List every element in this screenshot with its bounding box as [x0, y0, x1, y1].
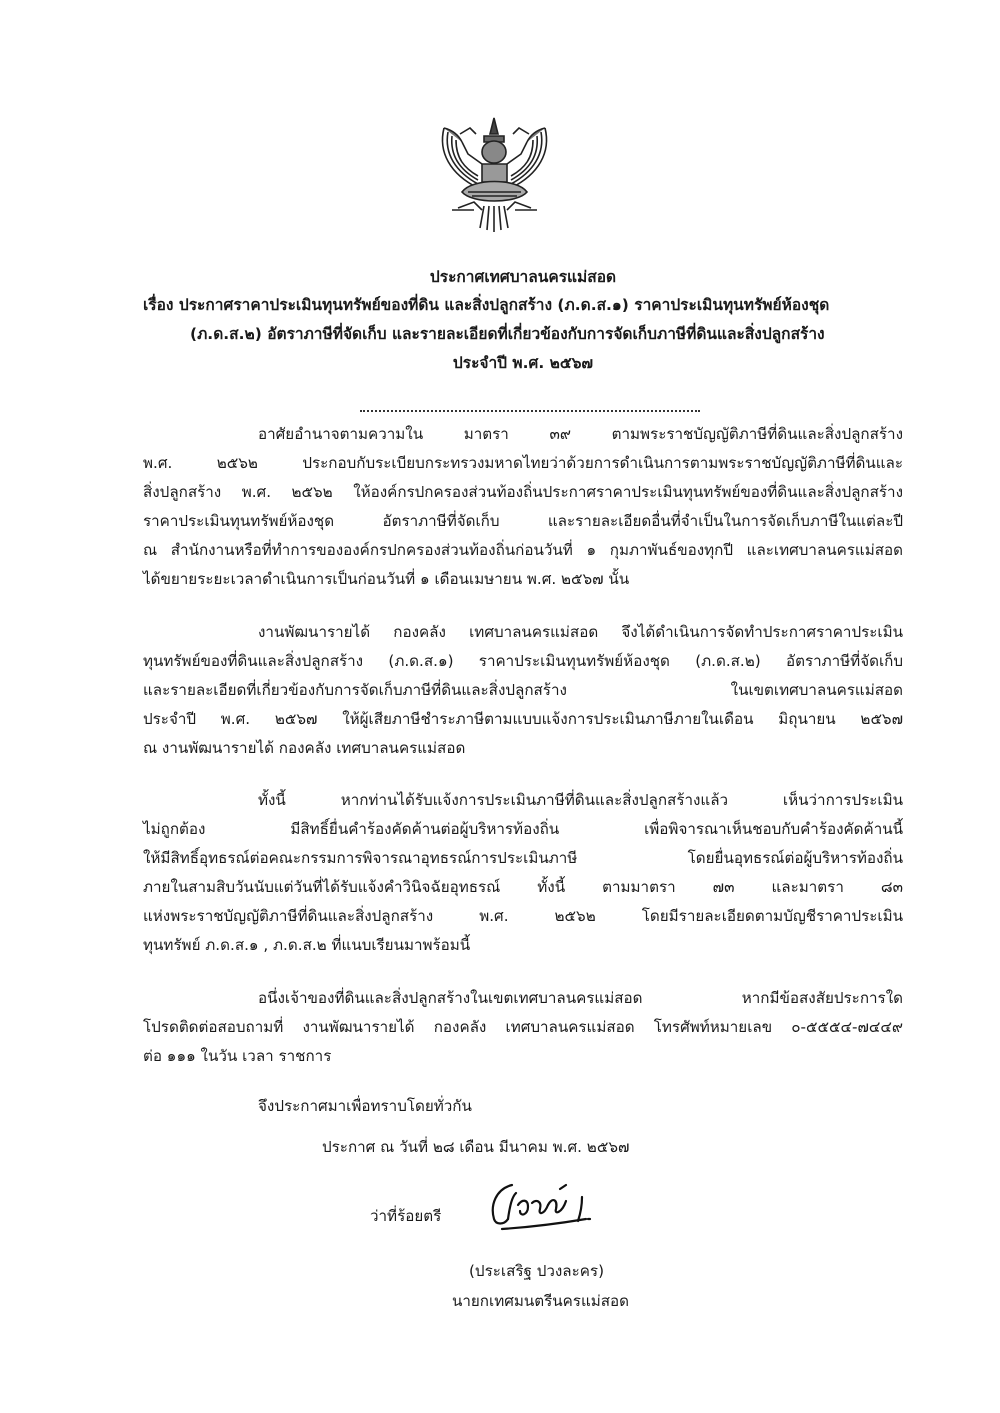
- paragraph-line: อนึ่งเจ้าของที่ดินและสิ่งปลูกสร้างในเขตเทศบาลนครแม่สอด หากมีข้อสงสัยประการใด: [258, 989, 903, 1007]
- signatory-name: (ประเสริฐ ปวงละคร): [469, 1262, 604, 1280]
- paragraph-line: อาศัยอำนาจตามความใน มาตรา ๓๙ ตามพระราชบัญญัติภาษีที่ดินและสิ่งปลูกสร้าง: [258, 425, 903, 443]
- paragraph-line: ราคาประเมินทุนทรัพย์ห้องชุด อัตราภาษีที่จัดเก็บ และรายละเอียดอื่นที่จำเป็นในการจัดเก็บภาษีในแต่ละปี: [143, 512, 903, 530]
- subject-line-1: เรื่อง ประกาศราคาประเมินทุนทรัพย์ของที่ดิน และสิ่งปลูกสร้าง (ภ.ด.ส.๑) ราคาประเมินทุนทรัพย์ห้องชุด: [143, 296, 830, 314]
- paragraph-line: ภายในสามสิบวันนับแต่วันที่ได้รับแจ้งคำวินิจฉัยอุทธรณ์ ทั้งนี้ ตามมาตรา ๗๓ และมาตรา ๘๓: [143, 878, 903, 896]
- paragraph-line: ให้มีสิทธิ์อุทธรณ์ต่อคณะกรรมการพิจารณาอุทธรณ์การประเมินภาษี โดยยื่นอุทธรณ์ต่อผู้บริหารท้องถิ่น: [143, 849, 903, 867]
- paragraph-line: ทุนทรัพย์ของที่ดินและสิ่งปลูกสร้าง (ภ.ด.ส.๑) ราคาประเมินทุนทรัพย์ห้องชุด (ภ.ด.ส.๒) อัตราภาษีที่จัดเก็บ: [143, 652, 903, 670]
- paragraph-line: ณ งานพัฒนารายได้ กองคลัง เทศบาลนครแม่สอด: [143, 739, 466, 757]
- paragraph-line: ณ สำนักงานหรือที่ทำการขององค์กรปกครองส่วนท้องถิ่นก่อนวันที่ ๑ กุมภาพันธ์ของทุกปี และเทศบาลนครแม่สอด: [143, 541, 903, 559]
- signature-icon: [482, 1175, 612, 1235]
- subject-line-3: ประจำปี พ.ศ. ๒๕๖๗: [452, 354, 594, 372]
- paragraph-line: โปรดติดต่อสอบถามที่ งานพัฒนารายได้ กองคลัง เทศบาลนครแม่สอด โทรศัพท์หมายเลข ๐-๕๕๕๔-๗๔๔๙: [143, 1018, 903, 1036]
- subject-line-2: (ภ.ด.ส.๒) อัตราภาษีที่จัดเก็บ และรายละเอียดที่เกี่ยวข้องกับการจัดเก็บภาษีที่ดินและสิ่งปลูกสร้าง: [190, 325, 825, 343]
- issuer-title: ประกาศเทศบาลนครแม่สอด: [429, 268, 617, 286]
- paragraph-line: ไม่ถูกต้อง มีสิทธิ์ยื่นคำร้องคัดค้านต่อผู้บริหารท้องถิ่น เพื่อพิจารณาเห็นชอบกับคำร้องคัดค้านนี้: [143, 820, 903, 838]
- paragraph-line: พ.ศ. ๒๕๖๒ ประกอบกับระเบียบกระทรวงมหาดไทยว่าด้วยการดำเนินการตามพระราชบัญญัติภาษีที่ดินและ: [143, 454, 903, 472]
- paragraph-line: ประจำปี พ.ศ. ๒๕๖๗ ให้ผู้เสียภาษีชำระภาษีตามแบบแจ้งการประเมินภาษีภายในเดือน มิถุนายน ๒๕๖๗: [143, 710, 903, 728]
- garuda-emblem-icon: [432, 112, 557, 236]
- paragraph-line: ได้ขยายระยะเวลาดำเนินการเป็นก่อนวันที่ ๑ เดือนเมษายน พ.ศ. ๒๕๖๗ นั้น: [143, 570, 630, 588]
- announcement-date: ประกาศ ณ วันที่ ๒๘ เดือน มีนาคม พ.ศ. ๒๕๖๗: [322, 1138, 630, 1156]
- separator-dotted-line: [360, 398, 700, 412]
- signatory-rank: ว่าที่ร้อยตรี: [370, 1207, 442, 1225]
- paragraph-line: สิ่งปลูกสร้าง พ.ศ. ๒๕๖๒ ให้องค์กรปกครองส่วนท้องถิ่นประกาศราคาประเมินทุนทรัพย์ของที่ดินและสิ่งปลูกสร้าง: [143, 483, 903, 501]
- paragraph-line: ต่อ ๑๑๑ ในวัน เวลา ราชการ: [143, 1047, 332, 1065]
- closing-statement: จึงประกาศมาเพื่อทราบโดยทั่วกัน: [258, 1097, 472, 1115]
- paragraph-line: และรายละเอียดที่เกี่ยวข้องกับการจัดเก็บภาษีที่ดินและสิ่งปลูกสร้าง ในเขตเทศบาลนครแม่สอด: [143, 681, 903, 699]
- paragraph-line: แห่งพระราชบัญญัติภาษีที่ดินและสิ่งปลูกสร้าง พ.ศ. ๒๕๖๒ โดยมีรายละเอียดตามบัญชีราคาประเมิน: [143, 907, 903, 925]
- signatory-title: นายกเทศมนตรีนครแม่สอด: [452, 1292, 630, 1310]
- paragraph-line: ทุนทรัพย์ ภ.ด.ส.๑ , ภ.ด.ส.๒ ที่แนบเรียนมาพร้อมนี้: [143, 936, 471, 954]
- paragraph-line: ทั้งนี้ หากท่านได้รับแจ้งการประเมินภาษีที่ดินและสิ่งปลูกสร้างแล้ว เห็นว่าการประเมิน: [258, 791, 903, 809]
- paragraph-line: งานพัฒนารายได้ กองคลัง เทศบาลนครแม่สอด จึงได้ดำเนินการจัดทำประกาศราคาประเมิน: [258, 623, 903, 641]
